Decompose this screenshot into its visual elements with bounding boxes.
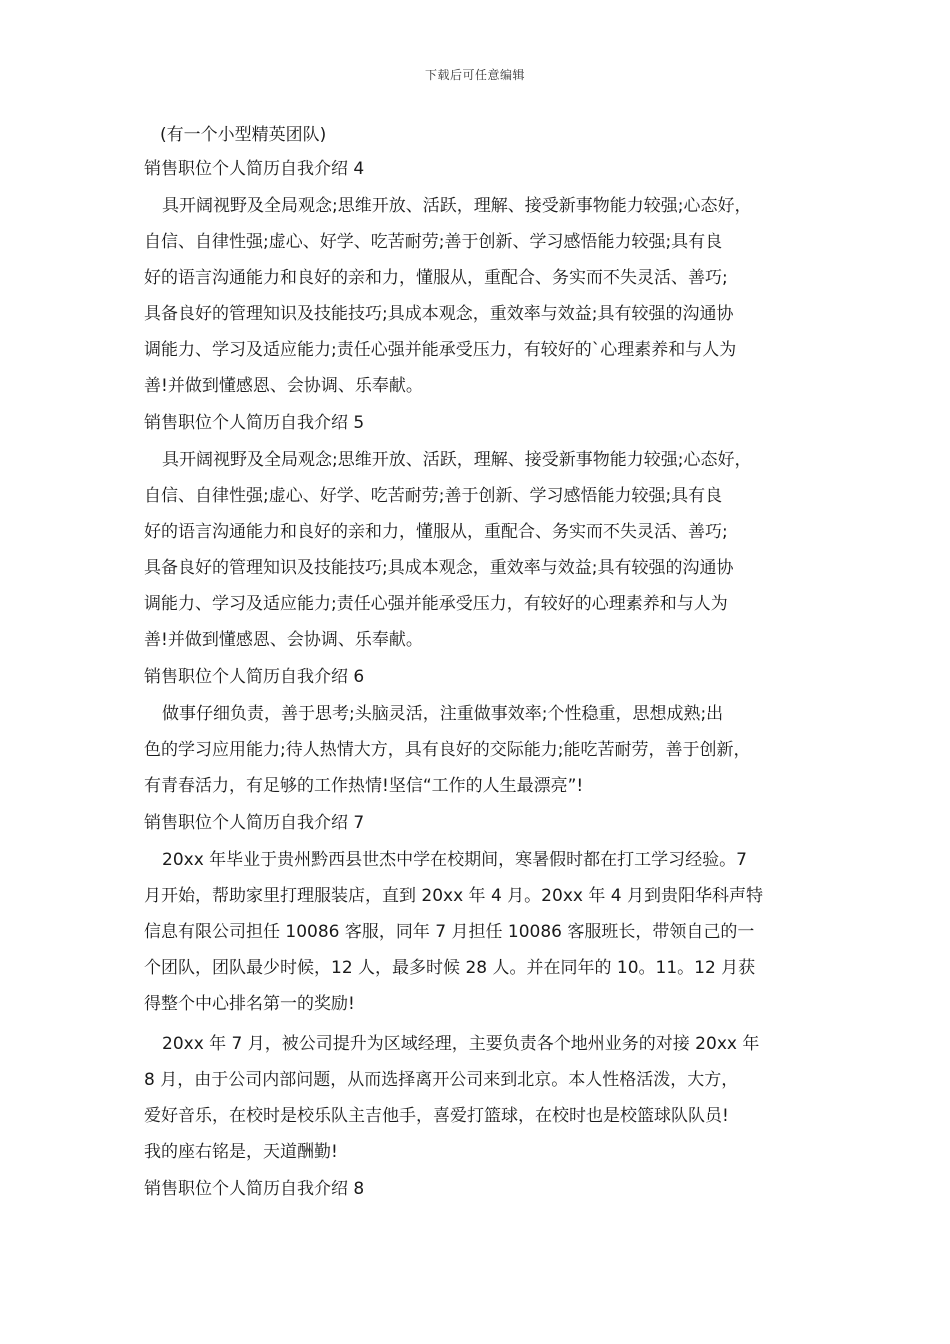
paragraph-line: 善!并做到懂感恩、会协调、乐奉献。 bbox=[144, 630, 423, 650]
section-paragraph bbox=[144, 842, 816, 1022]
paragraph-line: 自信、自律性强;虚心、好学、吃苦耐劳;善于创新、学习感悟能力较强;具有良 bbox=[144, 486, 723, 506]
paragraph-line: 具开阔视野及全局观念;思维开放、活跃，理解、接受新事物能力较强;心态好， bbox=[162, 450, 752, 470]
section-paragraph bbox=[144, 1026, 816, 1170]
paragraph-line: 好的语言沟通能力和良好的亲和力，懂服从，重配合、务实而不失灵活、善巧; bbox=[144, 522, 728, 542]
section-heading: 销售职位个人简历自我介绍 7 bbox=[144, 813, 365, 833]
paragraph-line: 8 月，由于公司内部问题，从而选择离开公司来到北京。本人性格活泼，大方， bbox=[144, 1070, 739, 1090]
paragraph-line: 色的学习应用能力;待人热情大方，具有良好的交际能力;能吃苦耐劳，善于创新， bbox=[144, 740, 751, 760]
paragraph-line: 好的语言沟通能力和良好的亲和力，懂服从，重配合、务实而不失灵活、善巧; bbox=[144, 268, 728, 288]
paragraph-line: 得整个中心排名第一的奖励! bbox=[144, 994, 355, 1014]
section-paragraph bbox=[144, 696, 816, 804]
paragraph-line: 具开阔视野及全局观念;思维开放、活跃，理解、接受新事物能力较强;心态好， bbox=[162, 196, 752, 216]
paragraph-line: 善!并做到懂感恩、会协调、乐奉献。 bbox=[144, 376, 423, 396]
paragraph-line: 有青春活力，有足够的工作热情!坚信“工作的人生最漂亮”! bbox=[144, 776, 584, 796]
paragraph-line: 我的座右铭是，天道酬勤! bbox=[144, 1142, 338, 1162]
section-heading: 销售职位个人简历自我介绍 5 bbox=[144, 413, 365, 433]
section-heading: 销售职位个人简历自我介绍 8 bbox=[144, 1179, 365, 1199]
paragraph-line: 自信、自律性强;虚心、好学、吃苦耐劳;善于创新、学习感悟能力较强;具有良 bbox=[144, 232, 723, 252]
section-heading: 销售职位个人简历自我介绍 6 bbox=[144, 667, 365, 687]
paragraph-line: 信息有限公司担任 10086 客服，同年 7 月担任 10086 客服班长，带领自己的一 bbox=[144, 922, 755, 942]
section-paragraph bbox=[144, 442, 816, 658]
paragraph-line: 做事仔细负责，善于思考;头脑灵活，注重做事效率;个性稳重，思想成熟;出 bbox=[162, 704, 724, 724]
paragraph-line: 具备良好的管理知识及技能技巧;具成本观念，重效率与效益;具有较强的沟通协 bbox=[144, 304, 734, 324]
paragraph-line: 20xx 年毕业于贵州黔西县世杰中学在校期间，寒暑假时都在打工学习经验。7 bbox=[162, 850, 747, 870]
paragraph-line: 个团队，团队最少时候，12 人，最多时候 28 人。并在同年的 10。11。12 月获 bbox=[144, 958, 756, 978]
sections-container bbox=[144, 152, 816, 1204]
header-note: 下载后可任意编辑 bbox=[424, 68, 525, 82]
paragraph-line: 20xx 年 7 月，被公司提升为区域经理，主要负责各个地州业务的对接 20xx 年 bbox=[162, 1034, 760, 1054]
paragraph-line: 调能力、学习及适应能力;责任心强并能承受压力，有较好的心理素养和与人为 bbox=[144, 594, 728, 614]
section-paragraph bbox=[144, 188, 816, 404]
section-heading: 销售职位个人简历自我介绍 4 bbox=[144, 159, 365, 179]
document-body bbox=[144, 124, 816, 1204]
paragraph-line: 月开始，帮助家里打理服装店，直到 20xx 年 4 月。20xx 年 4 月到贵阳华科声特 bbox=[144, 886, 763, 906]
top-note: (有一个小型精英团队) bbox=[160, 125, 327, 145]
paragraph-line: 调能力、学习及适应能力;责任心强并能承受压力，有较好的`心理素养和与人为 bbox=[144, 340, 737, 360]
paragraph-line: 爱好音乐，在校时是校乐队主吉他手，喜爱打篮球，在校时也是校篮球队队员! bbox=[144, 1106, 729, 1126]
paragraph-line: 具备良好的管理知识及技能技巧;具成本观念，重效率与效益;具有较强的沟通协 bbox=[144, 558, 734, 578]
